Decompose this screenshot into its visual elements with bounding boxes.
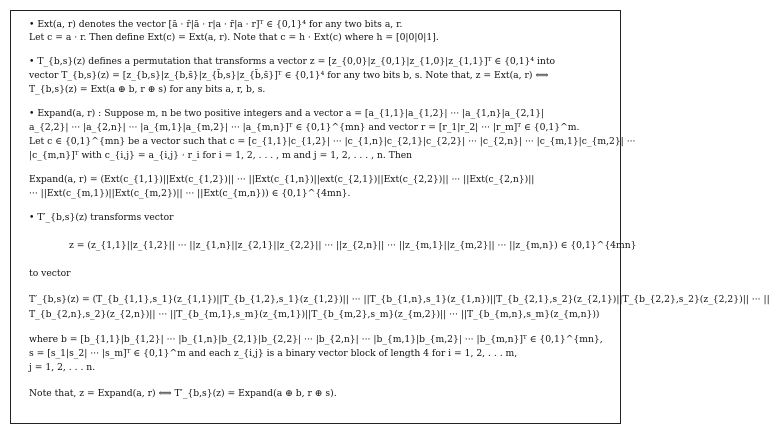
bullet-tbs-definition-line-2: vector T_{b,s}(z) = [z_{b,s}|z_{b,s̄}|z_{b̄,s}|z_{b̄,s̄}]ᵀ ∈ {0,1}⁴ for any two bits b, s. Note that, z = Ext(a, r) ⟺ (29, 70, 549, 81)
paper-definition-box (10, 10, 770, 424)
bullet-expand-definition-line-4: |c_{m,n}]ᵀ with c_{i,j} = a_{i,j} · r_i for i = 1, 2, . . . , m and j = 1, 2, . . . , n. Then (29, 150, 413, 161)
note-expand-equivalence: Note that, z = Expand(a, r) ⟺ T′_{b,s}(z) = Expand(a ⊕ b, r ⊕ s). (29, 388, 337, 399)
where-b-line-1: where b = [b_{1,1}|b_{1,2}| ··· |b_{1,n}|b_{2,1}|b_{2,2}| ··· |b_{2,n}| ··· |b_{m,1}|b_{m,2}| ··· |b_{m,n}]ᵀ ∈ {0,1}^{mn}, (29, 334, 603, 345)
bullet-ext-definition-line-1: • Ext(a, r) denotes the vector [ā · r̄|ā · r|a · r̄|a · r]ᵀ ∈ {0,1}⁴ for any two bits a, r. (29, 19, 403, 30)
bullet-expand-definition-line-3: Let c ∈ {0,1}^{mn} be a vector such that c = [c_{1,1}|c_{1,2}| ··· |c_{1,n}|c_{2,1}|c_{2,2}| ··· |c_{2,n}| ··· |c_{m,1}|c_{m,2}| ··· (29, 136, 636, 147)
where-b-line-2: s = [s_1|s_2| ··· |s_m]ᵀ ∈ {0,1}^m and each z_{i,j} is a binary vector block of length 4 for i = 1, 2, . . . m, (29, 348, 518, 359)
bullet-ext-definition-line-2: Let c = a · r. Then define Ext(c) = Ext(a, r). Note that c = h · Ext(c) where h = [0|0|0|1]. (29, 32, 439, 43)
bullet-tbs-definition-line-1: • T_{b,s}(z) defines a permutation that transforms a vector z = [z_{0,0}|z_{0,1}|z_{1,0}|z_{1,1}]ᵀ ∈ {0,1}⁴ into (29, 56, 556, 67)
tprime-equation-line-1: T′_{b,s}(z) = (T_{b_{1,1},s_1}(z_{1,1})||T_{b_{1,2},s_1}(z_{1,2})|| ··· ||T_{b_{1,n},s_1}(z_{1,n})||T_{b_{2,1},s_2}(z_{2,1})||T_{b_{2,2},s_2}(z_{2,2})|| ··· || (29, 294, 770, 305)
bullet-tbs-definition-line-3: T_{b,s}(z) = Ext(a ⊕ b, r ⊕ s) for any bits a, r, b, s. (29, 84, 266, 95)
where-b-line-3: j = 1, 2, . . . n. (29, 362, 96, 373)
bullet-expand-definition-line-1: • Expand(a, r) : Suppose m, n be two positive integers and a vector a = [a_{1,1}|a_{1,2}| ··· |a_{1,n}|a_{2,1}| (29, 108, 545, 119)
expand-equation-line-1: Expand(a, r) = (Ext(c_{1,1})||Ext(c_{1,2})|| ··· ||Ext(c_{1,n})||ext(c_{2,1})||Ext(c_{2,2})|| ··· ||Ext(c_{2,n})|| (29, 174, 535, 185)
z-vector-equation: z = (z_{1,1}||z_{1,2}|| ··· ||z_{1,n}||z_{2,1}||z_{2,2}|| ··· ||z_{2,n}|| ··· ||z_{m,1}||z_{m,2}|| ··· ||z_{m,n}) ∈ {0,1}^{4mn} (69, 240, 637, 251)
to-vector-line: to vector (29, 268, 71, 279)
tprime-equation-line-2: T_{b_{2,n},s_2}(z_{2,n})|| ··· ||T_{b_{m,1},s_m}(z_{m,1})||T_{b_{m,2},s_m}(z_{m,2})|| ··· ||T_{b_{m,n},s_m}(z_{m,n})) (29, 309, 600, 320)
bullet-tprime-definition-line-1: • T′_{b,s}(z) transforms vector (29, 212, 174, 223)
bullet-expand-definition-line-2: a_{2,2}| ··· |a_{2,n}| ··· |a_{m,1}|a_{m,2}| ··· |a_{m,n}]ᵀ ∈ {0,1}^{mn} and vector r = [r_1|r_2| ··· |r_m]ᵀ ∈ {0,1}^m. (29, 122, 580, 133)
expand-equation-line-2: ··· ||Ext(c_{m,1})||Ext(c_{m,2})|| ··· ||Ext(c_{m,n})) ∈ {0,1}^{4mn}. (29, 188, 351, 199)
